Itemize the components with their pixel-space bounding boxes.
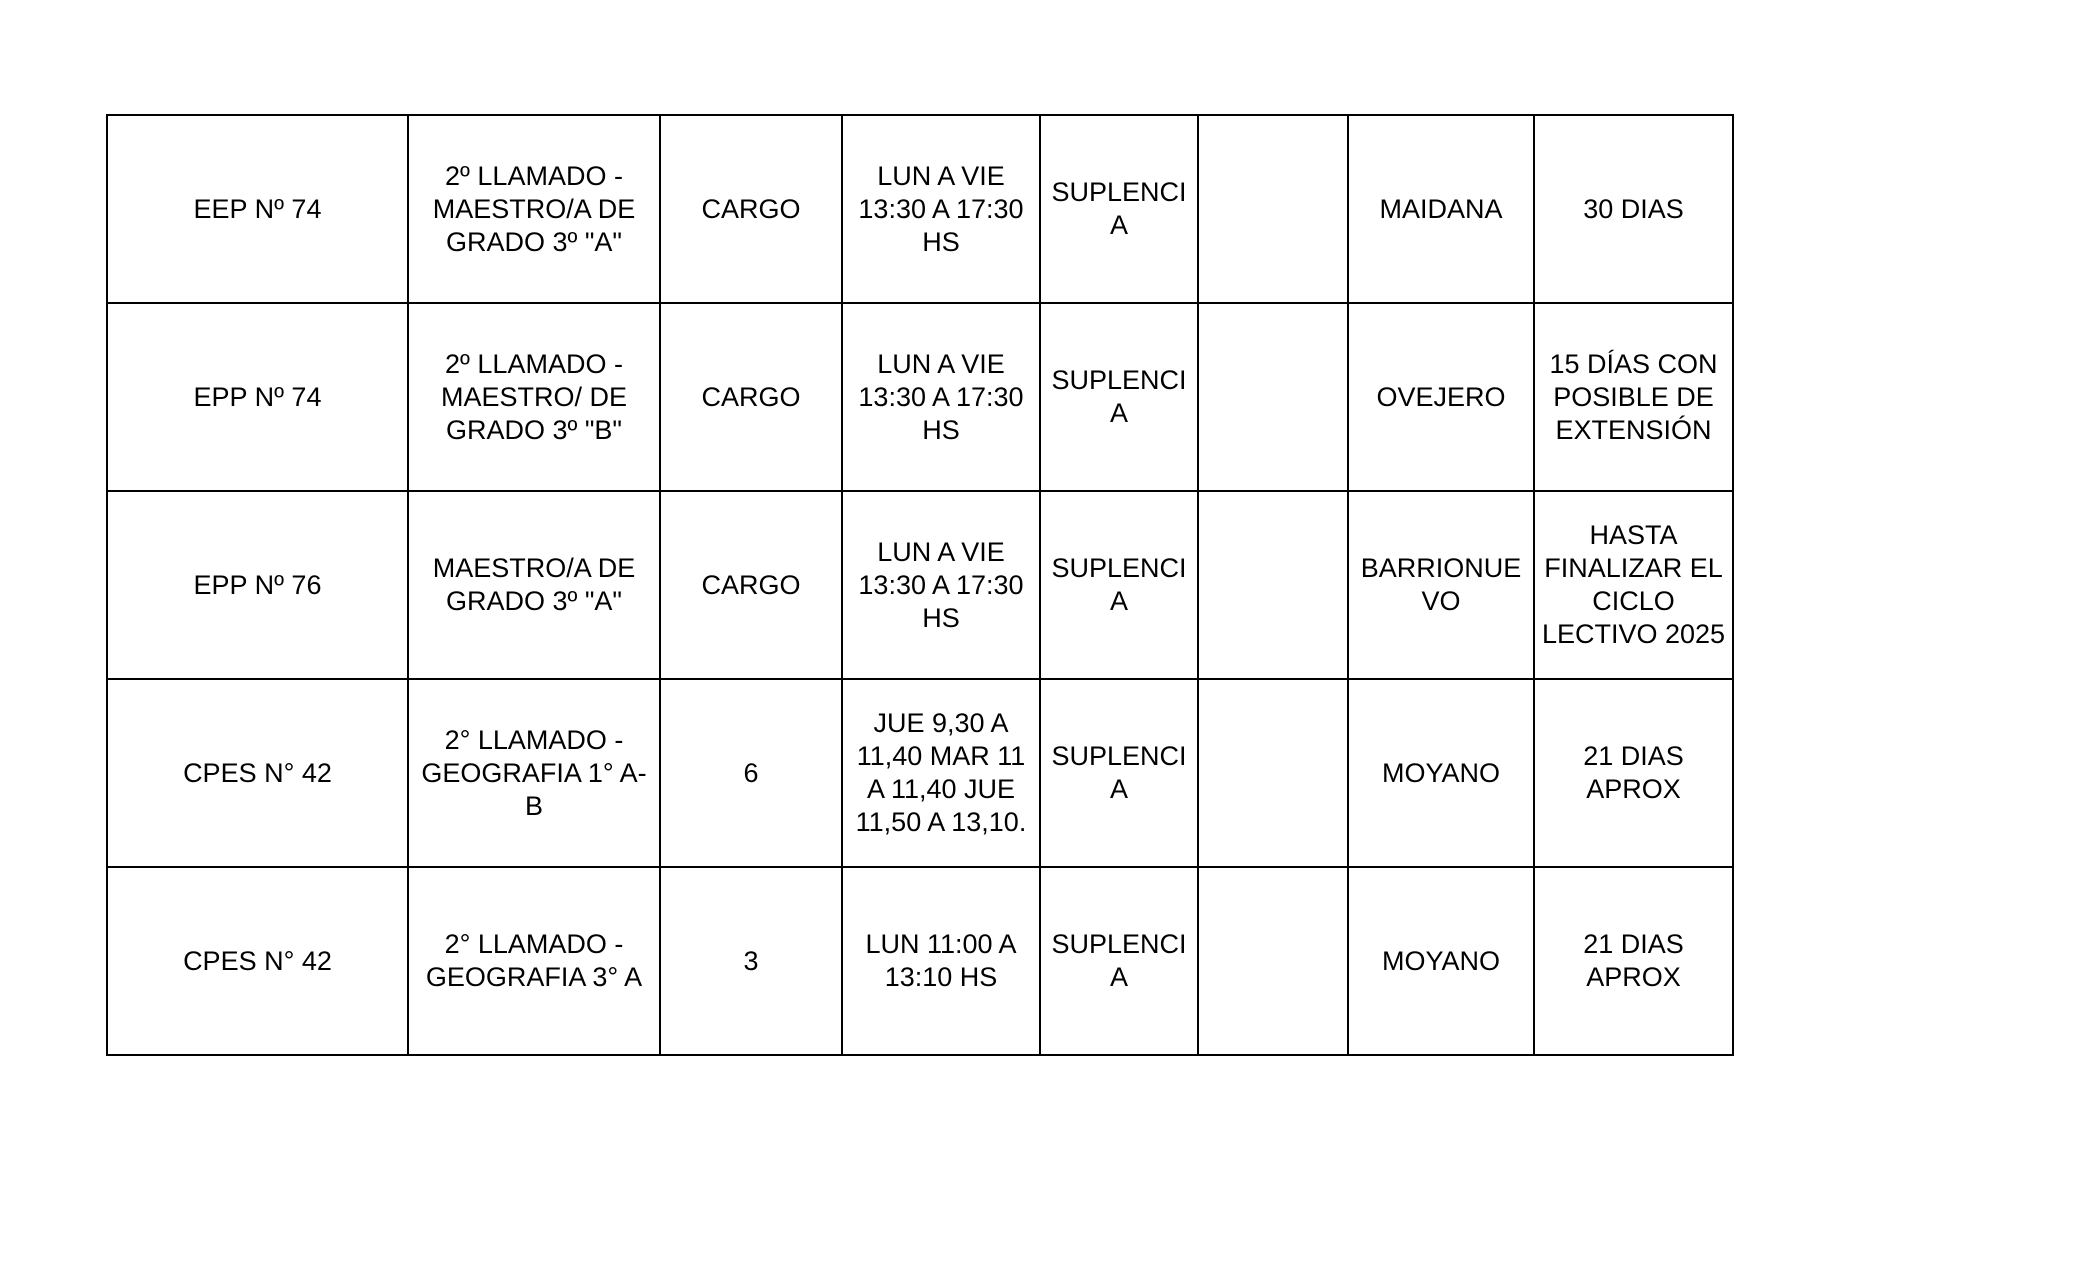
- type-cell: 3: [660, 867, 842, 1055]
- duration-cell: 21 DIAS APROX: [1534, 679, 1733, 867]
- school-cell: CPES N° 42: [107, 679, 408, 867]
- school-cell: EEP Nº 74: [107, 115, 408, 303]
- duration-cell: HASTA FINALIZAR EL CICLO LECTIVO 2025: [1534, 491, 1733, 679]
- schedule-cell: JUE 9,30 A 11,40 MAR 11 A 11,40 JUE 11,50 A 13,10.: [842, 679, 1040, 867]
- table-row: [107, 679, 1733, 867]
- empty-cell: [1198, 303, 1348, 491]
- schedule-cell: LUN A VIE 13:30 A 17:30 HS: [842, 115, 1040, 303]
- status-cell: SUPLENCI A: [1040, 679, 1198, 867]
- schedule-cell: LUN A VIE 13:30 A 17:30 HS: [842, 303, 1040, 491]
- position-cell: 2º LLAMADO - MAESTRO/ DE GRADO 3º "B": [408, 303, 660, 491]
- school-cell: EPP Nº 74: [107, 303, 408, 491]
- school-cell: EPP Nº 76: [107, 491, 408, 679]
- schedule-cell: LUN A VIE 13:30 A 17:30 HS: [842, 491, 1040, 679]
- status-cell: SUPLENCI A: [1040, 115, 1198, 303]
- position-cell: MAESTRO/A DE GRADO 3º "A": [408, 491, 660, 679]
- school-cell: CPES N° 42: [107, 867, 408, 1055]
- type-cell: CARGO: [660, 491, 842, 679]
- duration-cell: 15 DÍAS CON POSIBLE DE EXTENSIÓN: [1534, 303, 1733, 491]
- duration-cell: 30 DIAS: [1534, 115, 1733, 303]
- name-cell: MOYANO: [1348, 867, 1534, 1055]
- table-row: [107, 491, 1733, 679]
- position-cell: 2° LLAMADO - GEOGRAFIA 1° A- B: [408, 679, 660, 867]
- empty-cell: [1198, 679, 1348, 867]
- status-cell: SUPLENCI A: [1040, 491, 1198, 679]
- name-cell: MOYANO: [1348, 679, 1534, 867]
- schedule-cell: LUN 11:00 A 13:10 HS: [842, 867, 1040, 1055]
- empty-cell: [1198, 867, 1348, 1055]
- name-cell: MAIDANA: [1348, 115, 1534, 303]
- type-cell: CARGO: [660, 115, 842, 303]
- table-row: [107, 303, 1733, 491]
- position-cell: 2º LLAMADO - MAESTRO/A DE GRADO 3º "A": [408, 115, 660, 303]
- name-cell: BARRIONUE VO: [1348, 491, 1534, 679]
- duration-cell: 21 DIAS APROX: [1534, 867, 1733, 1055]
- table-row: [107, 867, 1733, 1055]
- table-row: [107, 115, 1733, 303]
- name-cell: OVEJERO: [1348, 303, 1534, 491]
- empty-cell: [1198, 115, 1348, 303]
- empty-cell: [1198, 491, 1348, 679]
- type-cell: 6: [660, 679, 842, 867]
- type-cell: CARGO: [660, 303, 842, 491]
- vacancies-table: [106, 114, 1734, 1056]
- status-cell: SUPLENCI A: [1040, 303, 1198, 491]
- position-cell: 2° LLAMADO - GEOGRAFIA 3° A: [408, 867, 660, 1055]
- status-cell: SUPLENCI A: [1040, 867, 1198, 1055]
